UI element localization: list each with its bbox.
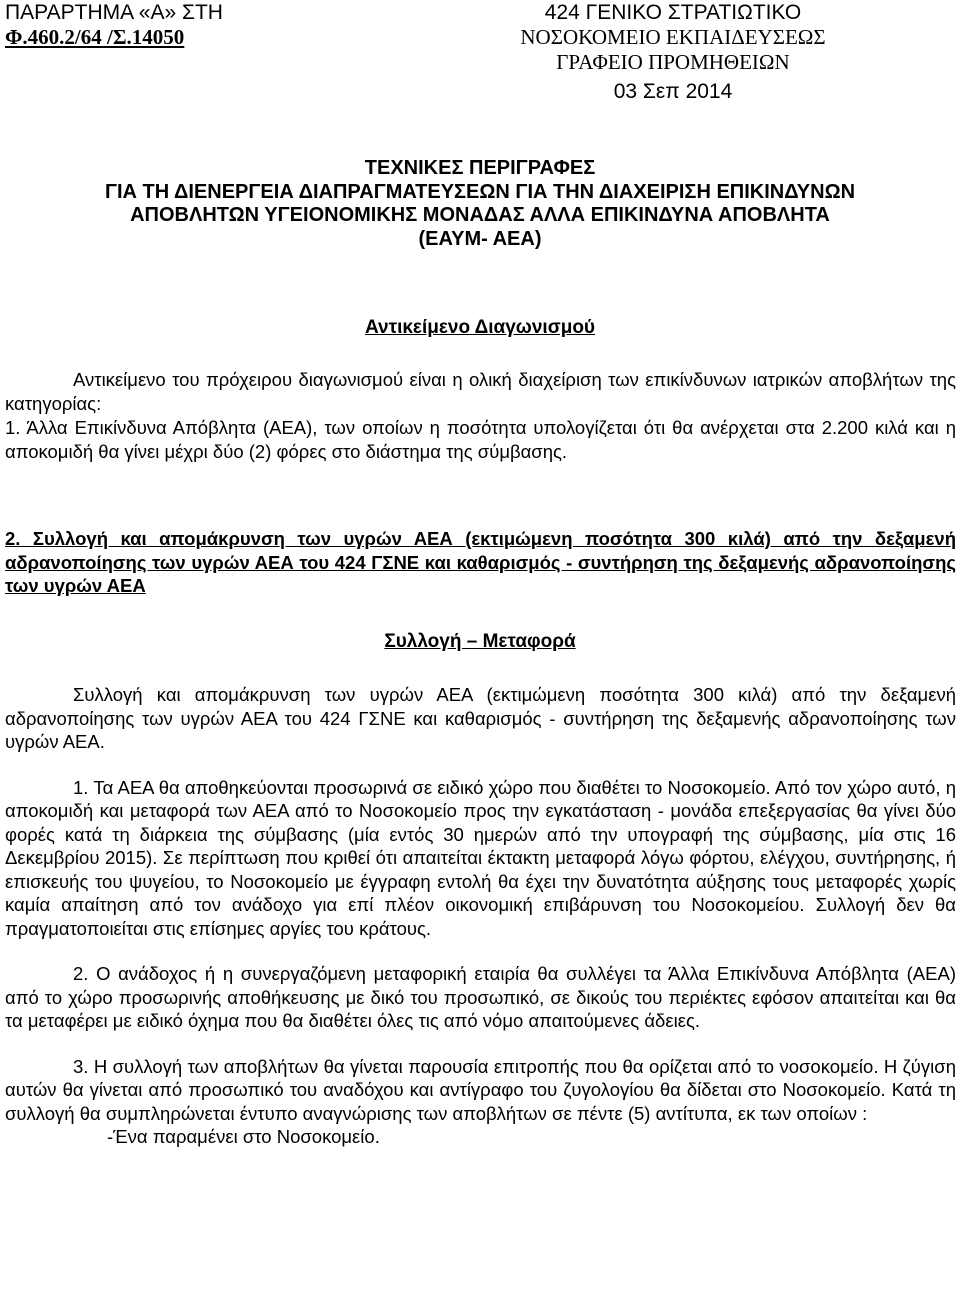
liquid-point-2: 2. Ο ανάδοχος ή η συνεργαζόμενη μεταφορική εταιρία θα συλλέγει τα Άλλα Επικίνδυνα Απόβλητα (ΑΕΑ) από το χώρο προσωρινής αποθήκευσης με δικό του προσωπικό, σε δικούς του περιέκτες εφόσον απαιτείται και θα τα μεταφέρει με ειδικό όχημα που θα διαθέτει όλες τις από νόμο απαιτούμενες άδειες. <box>5 963 956 1031</box>
liquid-intro: Συλλογή και απομάκρυνση των υγρών ΑΕΑ (εκτιμώμενη ποσότητα 300 κιλά) από την δεξαμενή αδρανοποίησης των υγρών ΑΕΑ του 424 ΓΣΝΕ και καθαρισμός - συντήρηση της δεξαμενής αδρανοποίησης των υγρών ΑΕΑ. <box>5 684 956 752</box>
section-object-heading: Αντικείμενο Διαγωνισμού <box>365 317 595 338</box>
title-line3: ΑΠΟΒΛΗΤΩΝ ΥΓΕΙΟΝΟΜΙΚΗΣ ΜΟΝΑΔΑΣ ΑΛΛΑ ΕΠΙΚΙΝΔΥΝΑ ΑΠΟΒΛΗΤΑ <box>130 204 830 226</box>
header-left-line2 <box>5 25 245 50</box>
title-line1: ΤΕΧΝΙΚΕΣ ΠΕΡΙΓΡΑΦΕΣ <box>364 157 596 179</box>
object-intro: Αντικείμενο του πρόχειρου διαγωνισμού είναι η ολική διαχείριση των επικίνδυνων ιατρικών αποβλήτων της κατηγορίας: <box>5 369 956 414</box>
header-right-line2: ΝΟΣΟΚΟΜΕΙΟ ΕΚΠΑΙΔΕΥΣΕΩΣ <box>520 25 826 49</box>
liquid-bullet-1: -Ένα παραμένει στο Νοσοκομείο. <box>107 1126 380 1147</box>
header-left-line1: ΠΑΡΑΡΤΗΜΑ «Α» ΣΤΗ <box>5 1 223 24</box>
section-liquid-heading <box>5 527 956 598</box>
liquid-heading-text: 2. Συλλογή και απομάκρυνση των υγρών ΑΕΑ (εκτιμώμενη ποσότητα 300 κιλά) από την δεξαμενή αδρανοποίησης των υγρών ΑΕΑ του 424 ΓΣΝΕ και καθαρισμός - συντήρηση της δεξαμενής αδρανοποίησης των υγρών ΑΕΑ <box>5 528 956 596</box>
header-right-line3: ΓΡΑΦΕΙΟ ΠΡΟΜΗΘΕΙΩΝ <box>556 50 790 74</box>
section-liquid-subheading: Συλλογή – Μεταφορά <box>384 631 576 652</box>
header-right-line1: 424 ΓΕΝΙΚΟ ΣΤΡΑΤΙΩΤΙΚΟ <box>544 1 802 24</box>
section-object-body <box>5 368 956 463</box>
header-reference: Φ.460.2/64 /Σ.14050 <box>5 25 185 49</box>
header-date: 03 Σεπ 2014 <box>613 80 733 103</box>
title-line2: ΓΙΑ ΤΗ ΔΙΕΝΕΡΓΕΙΑ ΔΙΑΠΡΑΓΜΑΤΕΥΣΕΩΝ ΓΙΑ ΤΗΝ ΔΙΑΧΕΙΡΙΣΗ ΕΠΙΚΙΝΔΥΝΩΝ <box>104 180 856 203</box>
title-line4: (ΕΑΥΜ- ΑΕΑ) <box>418 227 542 250</box>
liquid-point-1: 1. Τα ΑΕΑ θα αποθηκεύονται προσωρινά σε ειδικό χώρο που διαθέτει το Νοσοκομείο. Από τον χώρο αυτό, η αποκομιδή και μεταφορά των ΑΕΑ από το Νοσοκομείο προς την εγκατάσταση - μονάδα επεξεργασίας θα γίνει δύο φορές κατά τη διάρκεια της σύμβασης (μία εντός 30 ημερών από την υπογραφή της σύμβασης, μία στις 16 Δεκεμβρίου 2015). Σε περίπτωση που κριθεί ότι απαιτείται έκτακτη μεταφορά λόγω φόρτου, ελέγχου, συντήρησης, ή επισκευής του ψυγείου, το Νοσοκομείο με έγγραφη εντολή θα έχει την δυνατότητα αύξησης τους μεταφορές χωρίς καμία απαίτηση από τον ανάδοχο για επί πλέον οικονομική επιβάρυνση του Νοσοκομείου. Συλλογή δεν θα πραγματοποιείται στις επίσημες αργίες του κράτους. <box>5 776 956 939</box>
section-liquid-body <box>5 683 956 1149</box>
liquid-point-3: 3. Η συλλογή των αποβλήτων θα γίνεται παρουσία επιτροπής που θα ορίζεται από το νοσοκομείο. Η ζύγιση αυτών θα γίνεται από προσωπικό του αναδόχου και αντίγραφο του ζυγολογίου θα δίδεται στο Νοσοκομείο. Κατά τη συλλογή θα συμπληρώνεται έντυπο αναγνώρισης των αποβλήτων σε πέντε (5) αντίτυπα, εκ των οποίων : <box>5 1055 956 1124</box>
document-title <box>0 157 960 251</box>
object-item-1: 1. Άλλα Επικίνδυνα Απόβλητα (ΑΕΑ), των οποίων η ποσότητα υπολογίζεται ότι θα ανέρχεται στα 2.200 κιλά και η αποκομιδή θα γίνει μέχρι δύο (2) φόρες στο διάστημα της σύμβασης. <box>5 417 956 462</box>
